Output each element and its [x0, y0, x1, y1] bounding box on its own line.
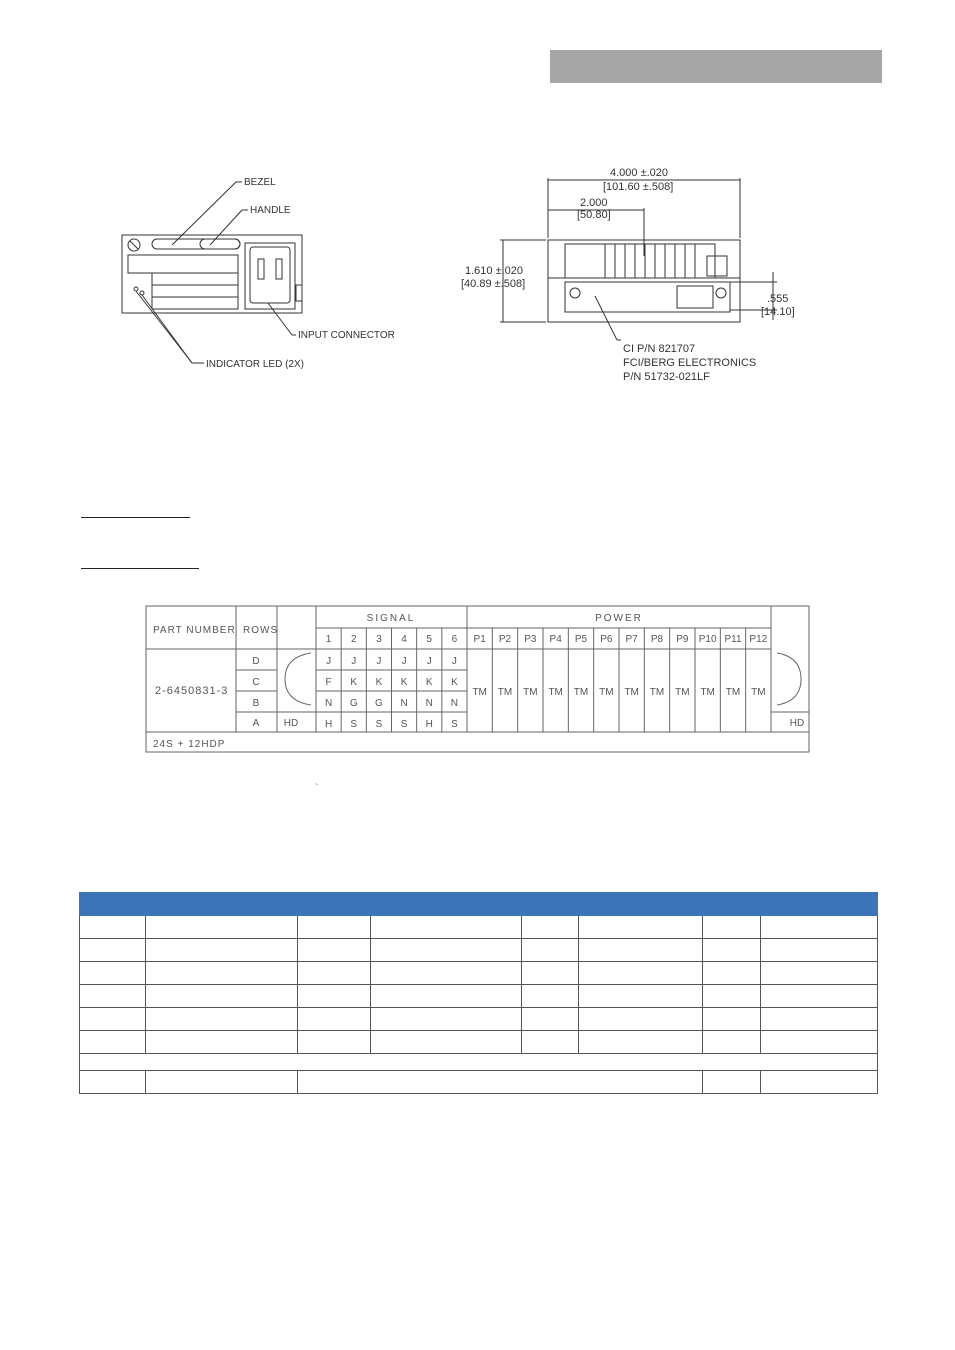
- bezel-callout: BEZEL: [244, 177, 276, 188]
- signal-column-header: 6: [451, 634, 458, 645]
- hd-bracket-right: [777, 653, 801, 705]
- signal-cell: N: [324, 698, 333, 709]
- part-note-3: P/N 51732-021LF: [623, 371, 710, 383]
- power-cell: TM: [523, 687, 538, 698]
- power-column-header: P5: [574, 634, 588, 645]
- handle-callout: HANDLE: [250, 205, 291, 216]
- input-connector-outline: [245, 243, 295, 309]
- power-cell: TM: [599, 687, 614, 698]
- power-column-header: P4: [549, 634, 562, 645]
- power-cell: TM: [548, 687, 563, 698]
- width-dimension-mm: [101.60 ±.508]: [603, 181, 674, 193]
- height-dimension: 1.610 ±.020: [465, 265, 524, 277]
- stray-mark: `: [315, 783, 319, 794]
- pin-table-footer: 24S + 12HDP: [153, 739, 226, 750]
- signal-column-header: 3: [376, 634, 382, 645]
- power-cell: TM: [573, 687, 589, 698]
- table-row: [80, 962, 878, 985]
- table-row: [80, 939, 878, 962]
- section-heading-underline-2: [81, 568, 199, 569]
- signal-cell: S: [375, 719, 383, 730]
- input-connector-callout: INPUT CONNECTOR: [298, 330, 395, 341]
- signal-cell: K: [350, 677, 358, 688]
- power-column-header: P10: [698, 634, 717, 645]
- table-row: [80, 1008, 878, 1031]
- connector-pin-left: [258, 259, 264, 279]
- row-label-d: D: [252, 656, 260, 667]
- signal-cell: K: [400, 677, 408, 688]
- table-row-spanned: [80, 1054, 878, 1071]
- power-cell: TM: [700, 687, 715, 698]
- signal-header: SIGNAL: [366, 613, 416, 624]
- power-cell: TM: [624, 687, 639, 698]
- signal-cell: K: [451, 677, 458, 688]
- power-column-header: P8: [650, 634, 664, 645]
- indicator-led-2-icon: [140, 291, 144, 295]
- signal-cell: K: [425, 677, 433, 688]
- signal-column-header: 2: [350, 634, 357, 645]
- power-header: POWER: [595, 613, 643, 624]
- signal-column-header: 4: [401, 634, 407, 645]
- indicator-led-callout: INDICATOR LED (2X): [206, 359, 304, 370]
- part-number-value: 2-6450831-3: [155, 685, 229, 697]
- signal-cell: S: [350, 719, 358, 730]
- bezel-outline: [152, 239, 240, 249]
- signal-cell: J: [426, 656, 432, 667]
- signal-cell: S: [451, 719, 458, 730]
- spec-table-header: [80, 893, 878, 916]
- header-bar: [550, 50, 882, 83]
- indicator-led-1-icon: [134, 287, 138, 291]
- signal-cell: G: [375, 698, 383, 709]
- table-row: [80, 985, 878, 1008]
- offset-dimension: 2.000: [580, 197, 608, 209]
- power-cell: TM: [472, 687, 487, 698]
- pin-table: [145, 605, 811, 755]
- hd-label-left: HD: [283, 718, 299, 729]
- width-dimension: 4.000 ±.020: [610, 167, 669, 179]
- rear-view-drawing: [455, 160, 825, 385]
- connector-dimension: .555: [767, 293, 789, 305]
- signal-column-header: 1: [325, 634, 332, 645]
- signal-cell: G: [349, 698, 358, 709]
- power-column-header: P12: [749, 634, 768, 645]
- hd-bracket-left: [285, 653, 311, 705]
- height-dimension-mm: [40.89 ±.508]: [461, 278, 526, 290]
- connector-pin-right: [276, 259, 282, 279]
- offset-dimension-mm: [50.80]: [577, 209, 611, 221]
- power-column-header: P2: [498, 634, 512, 645]
- power-column-header: P11: [724, 634, 742, 645]
- power-column-header: P1: [473, 634, 486, 645]
- table-row: [80, 1031, 878, 1054]
- part-number-header: PART NUMBER: [153, 625, 236, 636]
- part-note-1: CI P/N 821707: [623, 343, 696, 355]
- signal-cell: J: [401, 656, 407, 667]
- signal-cell: H: [324, 719, 333, 730]
- table-row: [80, 1071, 878, 1094]
- signal-column-header: 5: [426, 634, 433, 645]
- front-view-drawing: [100, 165, 420, 380]
- signal-cell: N: [450, 698, 459, 709]
- section-heading-underline-1: [81, 517, 190, 518]
- hd-label-right: HD: [789, 718, 805, 729]
- power-column-header: P3: [524, 634, 537, 645]
- signal-cell: N: [400, 698, 408, 709]
- signal-cell: N: [425, 698, 433, 709]
- row-label-c: C: [252, 677, 260, 688]
- power-cell: TM: [649, 687, 665, 698]
- signal-cell: H: [425, 719, 433, 730]
- spec-table: [79, 892, 878, 1094]
- row-label-a: A: [252, 718, 260, 729]
- connector-dimension-mm: [14.10]: [761, 306, 795, 318]
- signal-cell: J: [351, 656, 357, 667]
- handle-outline: [200, 239, 240, 249]
- rows-header: ROWS: [243, 625, 279, 636]
- power-cell: TM: [497, 687, 513, 698]
- signal-cell: J: [451, 656, 457, 667]
- power-column-header: P7: [625, 634, 638, 645]
- power-cell: TM: [751, 687, 766, 698]
- part-note-2: FCI/BERG ELECTRONICS: [623, 357, 757, 369]
- signal-cell: F: [325, 677, 332, 688]
- row-label-b: B: [252, 698, 260, 709]
- signal-cell: J: [326, 656, 332, 667]
- power-column-header: P9: [676, 634, 689, 645]
- table-row: [80, 916, 878, 939]
- power-cell: TM: [675, 687, 690, 698]
- power-cell: TM: [725, 687, 741, 698]
- signal-cell: J: [376, 656, 382, 667]
- signal-cell: S: [400, 719, 408, 730]
- signal-cell: K: [375, 677, 383, 688]
- power-column-header: P6: [600, 634, 613, 645]
